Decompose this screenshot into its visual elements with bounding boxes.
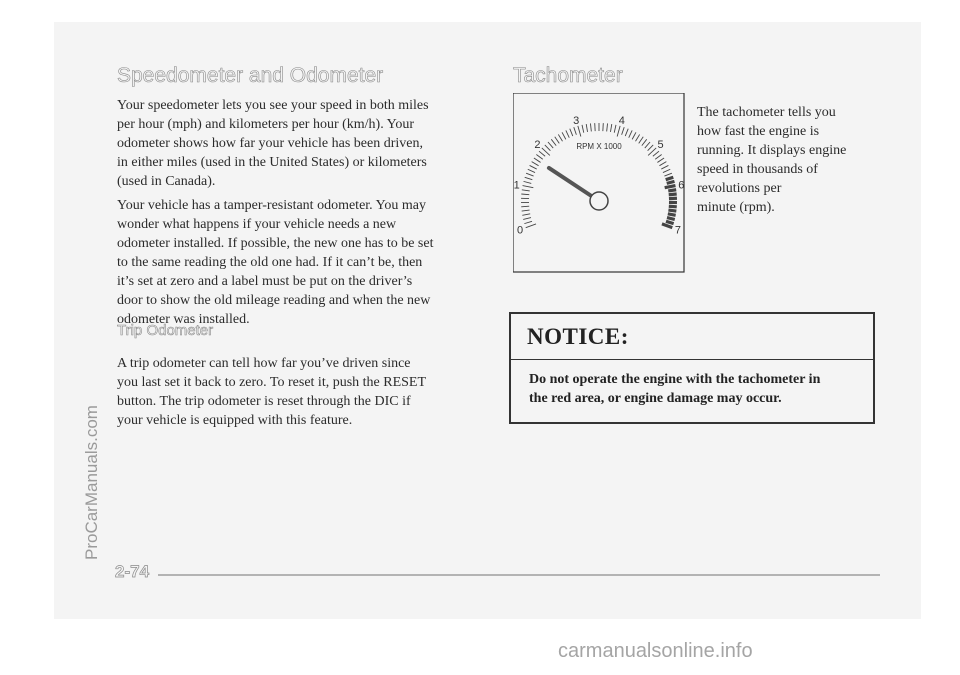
gauge-tick [667,218,675,220]
gauge-tick [667,181,675,183]
gauge-tick [521,206,529,207]
tachometer-heading: Tachometer [513,64,623,87]
footer-rule [158,574,880,576]
gauge-scale-number: 4 [618,115,625,128]
gauge-tick [666,221,674,223]
page-number: 2-74 [115,562,150,581]
footer-watermark: carmanualsonline.info [558,640,753,662]
gauge-tick [669,194,677,195]
gauge-tick [668,214,676,215]
gauge-tick [668,190,676,191]
notice-box [509,312,875,424]
gauge-scale-number: 7 [674,224,681,237]
gauge-tick [669,206,677,207]
gauge-hub [590,192,608,210]
tachometer-paragraph: The tachometer tells you how fast the engine is running. It displays engine speed in thousands of revolutions per minute (rpm). [697,105,847,215]
side-watermark: ProCarManuals.com [82,405,101,560]
speedometer-paragraph-1: Your speedometer lets you see your speed in both miles per hour (mph) and kilometers per hour (km/h). Your odometer shows how far your vehicle has been driven, in either miles (used in the United States) or kilometers (used in Canada). [117,98,429,189]
gauge-scale-number: 2 [534,138,541,151]
gauge-scale-number: 0 [517,224,524,237]
gauge-scale-number: 1 [513,179,520,192]
gauge-scale-number: 5 [657,138,664,151]
speedometer-paragraph-2: Your vehicle has a tamper-resistant odometer. You may wonder what happens if your vehicle needs a new odometer installed. If possible, the new one has to be set to the same reading the old one had. If it can’t be, then it’s set at zero and a label must be put on the driver’s door to show the old mileage reading and when the new odometer was installed. [117,198,434,327]
gauge-frame [513,93,684,272]
gauge-scale-number: 6 [678,179,685,192]
speedometer-heading: Speedometer and Odometer [117,64,384,87]
gauge-scale-number: 3 [573,115,580,128]
gauge-tick [665,186,676,188]
trip-odometer-heading: Trip Odometer [117,322,214,339]
trip-odometer-paragraph: A trip odometer can tell how far you’ve driven since you last set it back to zero. To reset it, push the RESET button. The trip odometer is reset through the DIC if your vehicle is equipped with this feature. [117,356,427,428]
tachometer-gauge-illustration [513,93,685,273]
gauge-tick [668,210,676,211]
notice-body: Do not operate the engine with the tachometer in the red area, or engine damage may occur. [529,372,821,406]
notice-title: NOTICE: [511,314,873,360]
gauge-rpm-label: RPM X 1000 [576,142,622,151]
